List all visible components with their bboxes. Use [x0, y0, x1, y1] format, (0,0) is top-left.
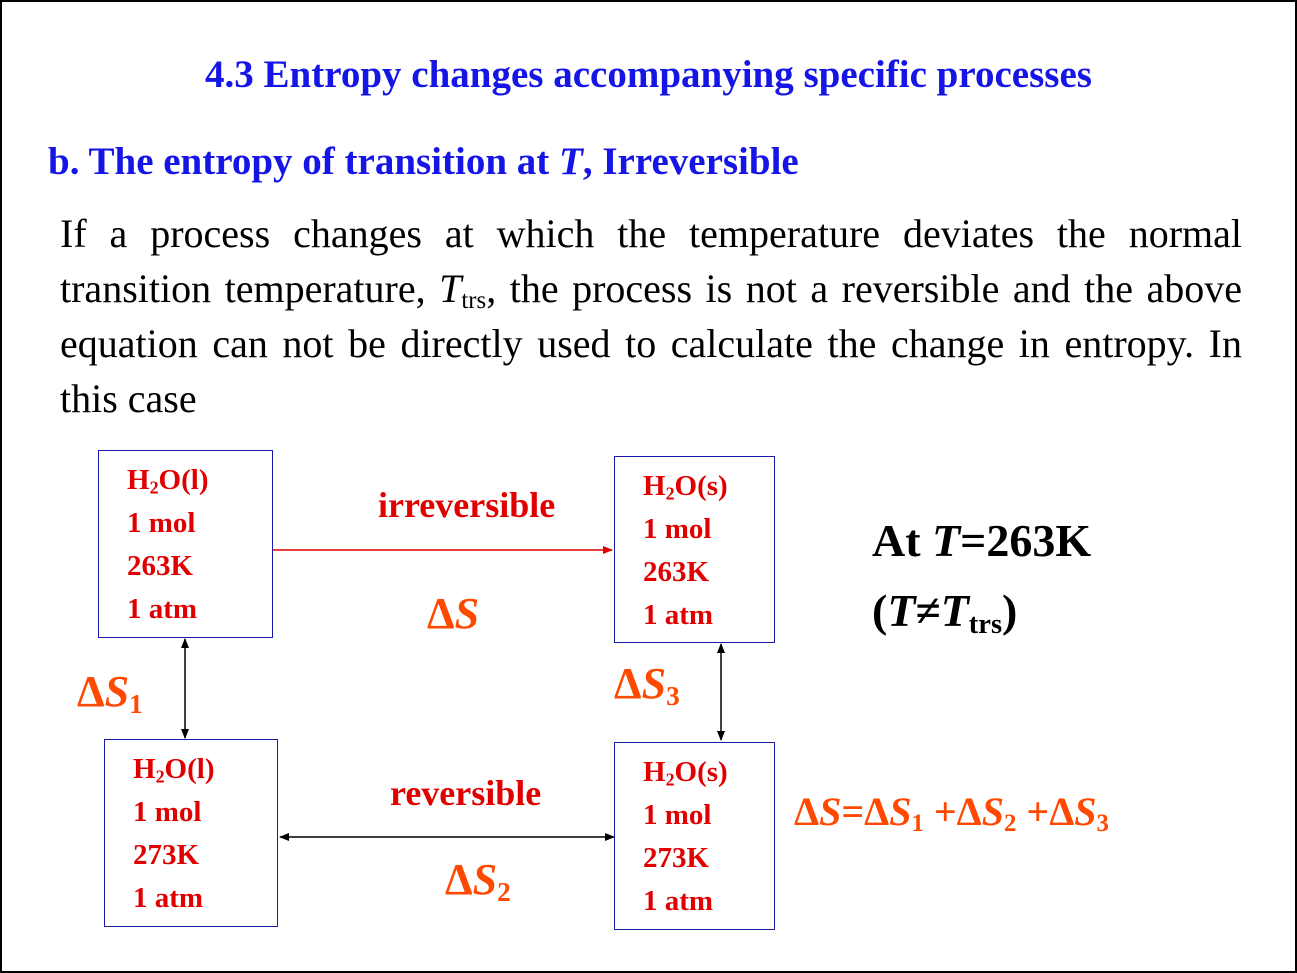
- irreversible-label: irreversible: [378, 485, 556, 525]
- box-top-left-liquid-263K: [98, 450, 273, 638]
- subtitle-suffix: , Irreversible: [582, 140, 799, 183]
- box-amount: 1 mol: [127, 507, 196, 539]
- subtitle-variable-T: T: [559, 140, 583, 183]
- box-amount: 1 mol: [133, 796, 202, 828]
- entropy-sum-equation: $\Delta S=\Delta S_1 +\Delta S_2 +\Delta S_3$: [794, 789, 1109, 838]
- body-variable-T: T: [439, 266, 462, 311]
- box-amount: 1 mol: [643, 799, 712, 831]
- not-transition-temperature: $(T\ne T_{trs})$: [872, 585, 1018, 641]
- box-species: $H_2O(s)$: [643, 470, 728, 504]
- dS2-label: $\Delta S_2$: [445, 855, 511, 907]
- box-species: $H_2O(s)$: [643, 756, 728, 790]
- body-part2: , the process is not a reversible and the above equation can not be directly used to calculate the change in entropy. In this case: [60, 266, 1243, 421]
- box-pressure: 1 atm: [133, 882, 204, 914]
- box-pressure: 1 atm: [127, 593, 198, 625]
- dS3-label: $\Delta S_3$: [614, 659, 680, 711]
- box-temperature: 263K: [643, 556, 710, 588]
- slide-title: 4.3 Entropy changes accompanying specific processes: [205, 53, 1092, 96]
- dS1-label: $\Delta S_1$: [77, 667, 143, 719]
- box-amount: 1 mol: [643, 513, 712, 545]
- box-pressure: 1 atm: [643, 599, 714, 631]
- box-top-right-solid-263K: [614, 456, 775, 643]
- box-temperature: 273K: [643, 842, 710, 874]
- subtitle-prefix: b. The entropy of transition at: [48, 140, 560, 183]
- box-species: $H_2O(l)$: [127, 464, 209, 498]
- box-temperature: 273K: [133, 839, 200, 871]
- box-species: $H_2O(l)$: [133, 753, 215, 787]
- box-pressure: 1 atm: [643, 885, 714, 917]
- box-bottom-right-solid-273K: [614, 742, 775, 930]
- body-part1: If a process changes at which the temperature deviates the normal transition temperature,: [60, 211, 1242, 311]
- dS-label: ΔS: [427, 589, 480, 638]
- box-bottom-left-liquid-273K: [104, 739, 278, 927]
- temperature-condition: At T=263K: [872, 515, 1092, 566]
- reversible-label: reversible: [390, 773, 542, 813]
- body-variable-T-subscript: trs: [461, 287, 487, 315]
- box-temperature: 263K: [127, 550, 194, 582]
